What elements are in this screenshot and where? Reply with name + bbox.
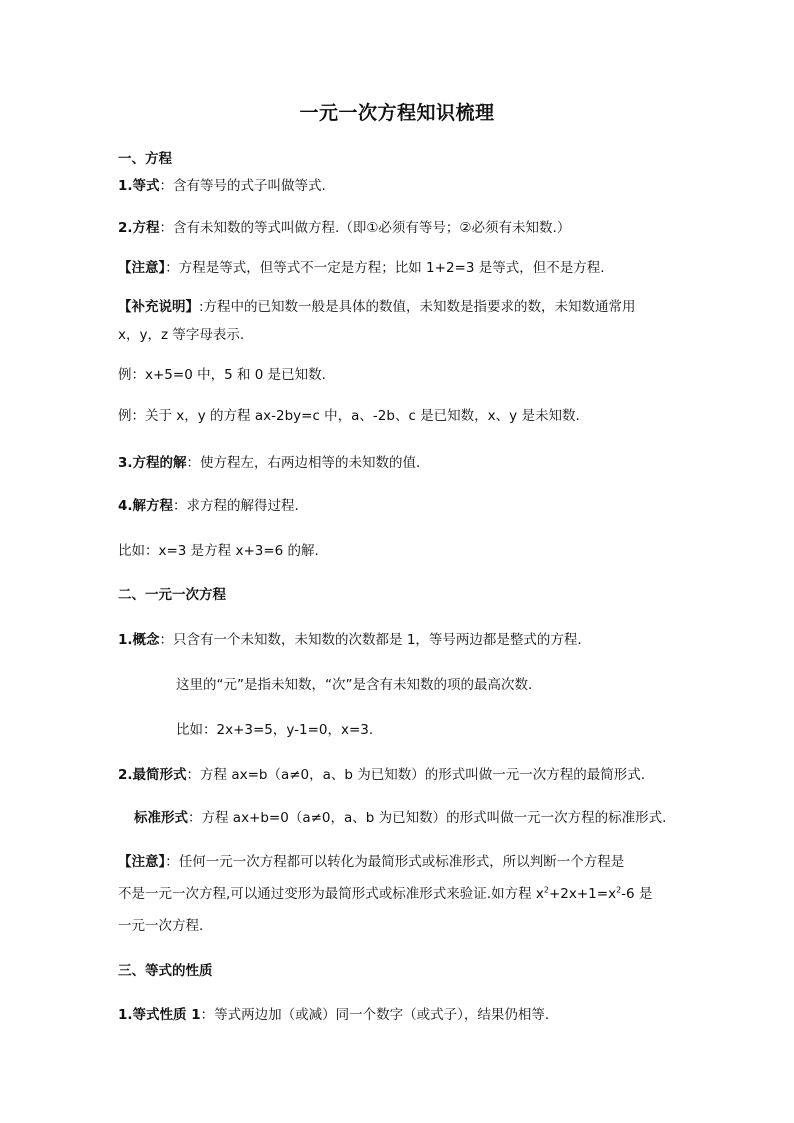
definition-solution [118,453,688,473]
property-text: ：等式两边加（或减）同一个数字（或式子），结果仍相等. [200,1007,550,1023]
definition-label: 3.方程的解 [118,455,187,471]
simplest-form-paragraph [118,765,688,785]
definition-label: 1.等式 [118,178,160,194]
concept-paragraph [118,630,688,650]
standard-form-text: ：方程 ax+b=0（a≠0，a、b 为已知数）的形式叫做一元一次方程的标准形式. [188,810,667,826]
note-paragraph-2-cont [118,884,688,904]
note-paragraph-2 [118,852,688,872]
concept-label: 1.概念 [118,632,160,648]
definition-equation [118,218,688,238]
note-label: 【注意】 [118,260,166,276]
note-paragraph-2-end: 一元一次方程. [118,918,204,934]
supplement-paragraph-cont: x，y，z 等字母表示. [118,327,245,343]
note-text: ：方程是等式，但等式不一定是方程；比如 1+2=3 是等式，但不是方程. [165,260,605,276]
definition-text: ：含有未知数的等式叫做方程.（即①必须有等号；②必须有未知数.） [159,220,571,236]
section-heading-linear-equation: 二、一元一次方程 [118,587,226,603]
definition-text: ：求方程的解得过程. [173,498,299,514]
page-title: 一元一次方程知识梳理 [299,102,495,124]
note-text: ：任何一元一次方程都可以转化为最简形式或标准形式，所以判断一个方程是 [165,854,625,870]
note-paragraph [118,258,688,278]
concept-text: ：只含有一个未知数，未知数的次数都是 1，等号两边都是整式的方程. [159,632,582,648]
example-2: 例：关于 x，y 的方程 ax-2by=c 中，a、-2b、c 是已知数，x、y 是未知数. [118,408,580,424]
supplement-label: 【补充说明】 [118,299,199,315]
section-heading-equality-properties: 三、等式的性质 [118,963,213,979]
definition-text: ：含有等号的式子叫做等式. [159,178,326,194]
concept-examples: 比如：2x+3=5，y-1=0，x=3. [176,722,374,738]
simplest-form-label: 2.最简形式 [118,767,187,783]
simplest-form-text: ：方程 ax=b（a≠0，a、b 为已知数）的形式叫做一元一次方程的最简形式. [186,767,646,783]
definition-text: ：使方程左，右两边相等的未知数的值. [186,455,421,471]
supplement-text: :方程中的已知数一般是具体的数值，未知数是指要求的数，未知数通常用 [199,299,636,315]
standard-form-paragraph [134,808,704,828]
note-text: -6 是 [621,886,653,902]
definition-label: 2.方程 [118,220,160,236]
standard-form-label: 标准形式 [134,810,188,826]
superscript: 2 [543,885,549,895]
example-1: 例：x+5=0 中，5 和 0 是已知数. [118,367,326,383]
section-heading-equation: 一、方程 [118,151,172,167]
superscript: 2 [616,885,622,895]
property-1-paragraph [118,1005,688,1025]
concept-explanation: 这里的“元”是指未知数，“次”是含有未知数的项的最高次数. [176,677,533,693]
example-3: 比如：x=3 是方程 x+3=6 的解. [118,543,319,559]
definition-equality [118,176,688,196]
property-label: 1.等式性质 1 [118,1007,201,1023]
definition-solving [118,496,688,516]
note-label: 【注意】 [118,854,166,870]
definition-label: 4.解方程 [118,498,174,514]
note-text: 不是一元一次方程,可以通过变形为最简形式或标准形式来验证.如方程 x [118,886,544,902]
supplement-paragraph [118,297,688,317]
note-text: +2x+1=x [548,886,617,902]
